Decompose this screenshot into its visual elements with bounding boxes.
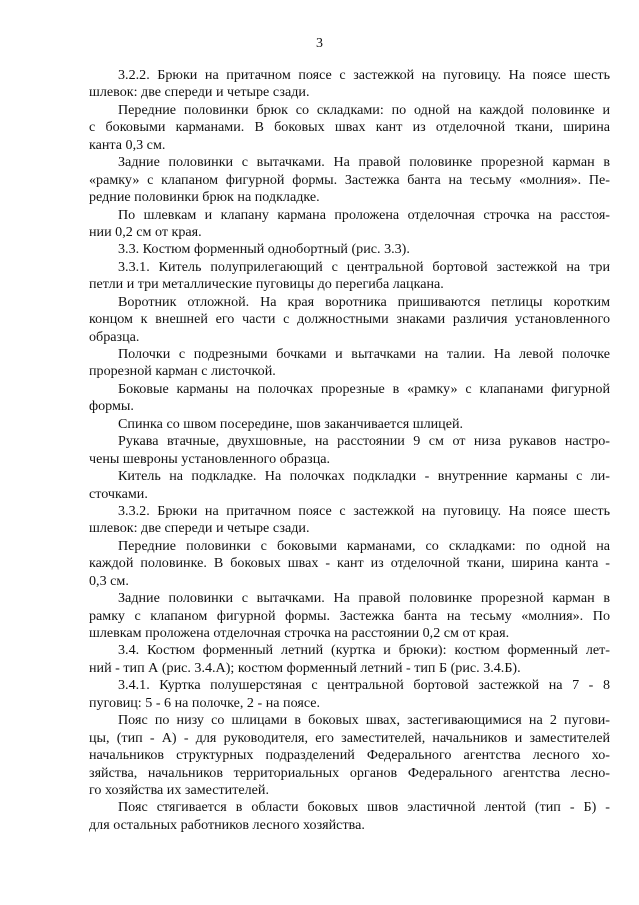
paragraph bbox=[89, 799, 610, 834]
paragraph bbox=[89, 433, 610, 468]
text-line: го хозяйства их заместителей. bbox=[89, 781, 269, 798]
text-line: рамку с клапаном фигурной формы. Застежка банта на тесьму «молния». По bbox=[89, 607, 610, 624]
text-line: По шлевкам и клапану кармана проложена отделочная строчка на расстоя- bbox=[118, 206, 610, 223]
text-line: зяйства, начальников территориальных органов Федерального агентства лесно- bbox=[89, 764, 610, 781]
text-line: Задние половинки с вытачками. На правой половинке прорезной карман в bbox=[118, 154, 610, 171]
text-line: Рукава втачные, двухшовные, на расстоянии 9 см от низа рукавов настро- bbox=[118, 433, 610, 450]
paragraph bbox=[89, 503, 610, 538]
paragraph bbox=[89, 259, 610, 294]
text-line: Китель на подкладке. На полочках подкладки - внутренние карманы с ли- bbox=[118, 468, 610, 485]
text-line: начальников структурных подразделений Федерального агентства лесного хо- bbox=[89, 747, 610, 764]
text-line: 3.4. Костюм форменный летний (куртка и брюки): костюм форменный лет- bbox=[118, 642, 610, 659]
text-line: редние половинки брюк на подкладке. bbox=[89, 189, 320, 206]
paragraph bbox=[89, 677, 610, 712]
text-line: Передние половинки брюк со складками: по одной на каждой половинке и bbox=[118, 101, 610, 118]
text-line: канта 0,3 см. bbox=[89, 136, 166, 153]
text-line: 3.3.1. Китель полуприлегающий с центральной бортовой застежкой на три bbox=[118, 258, 610, 275]
text-line: для остальных работников лесного хозяйства. bbox=[89, 816, 365, 833]
page-number: 3 bbox=[316, 36, 323, 51]
paragraph bbox=[89, 416, 610, 433]
text-line: Воротник отложной. На края воротника пришиваются петлицы коротким bbox=[118, 293, 610, 310]
text-line: шлевок: две спереди и четыре сзади. bbox=[89, 84, 310, 101]
paragraph bbox=[89, 712, 610, 799]
paragraph bbox=[89, 207, 610, 242]
text-line: цы, (тип - А) - для руководителя, его заместителей, начальников и заместителей bbox=[89, 729, 610, 746]
paragraph bbox=[89, 468, 610, 503]
paragraph bbox=[89, 102, 610, 154]
paragraph bbox=[89, 538, 610, 590]
paragraph bbox=[89, 642, 610, 677]
text-line: прорезной карман с листочкой. bbox=[89, 363, 276, 380]
paragraph bbox=[89, 590, 610, 642]
text-line: 3.3.2. Брюки на притачном поясе с застежкой на пуговицу. На поясе шесть bbox=[118, 502, 610, 519]
text-line: 3.3. Костюм форменный однобортный (рис. 3.3). bbox=[118, 241, 410, 258]
text-line: Боковые карманы на полочках прорезные в «рамку» с клапанами фигурной bbox=[118, 380, 610, 397]
paragraph bbox=[89, 154, 610, 206]
text-line: петли и три металлические пуговицы до перегиба лацкана. bbox=[89, 276, 444, 293]
text-line: Пояс по низу со шлицами в боковых швах, застегивающимися на 2 пугови- bbox=[118, 712, 610, 729]
text-line: 3.2.2. Брюки на притачном поясе с застежкой на пуговицу. На поясе шесть bbox=[118, 67, 610, 83]
text-line: каждой половинке. В боковых швах - кант из отделочной ткани, ширина канта - bbox=[89, 555, 610, 572]
text-line: 0,3 см. bbox=[89, 572, 129, 589]
text-line: Передние половинки с боковыми карманами, со складками: по одной на bbox=[118, 537, 610, 554]
paragraph bbox=[89, 67, 610, 102]
text-line: чены шевроны установленного образца. bbox=[89, 450, 331, 467]
text-line: сточками. bbox=[89, 485, 148, 502]
text-line: концом к внешней его части с должностными знаками различия установленного bbox=[89, 311, 610, 328]
text-line: с боковыми карманами. В боковых швах кант из отделочной ткани, ширина bbox=[89, 119, 610, 136]
text-line: Спинка со швом посередине, шов заканчивается шлицей. bbox=[118, 415, 464, 432]
text-line: шлевкам проложена отделочная строчка на расстоянии 0,2 см от края. bbox=[89, 625, 510, 641]
text-line: Пояс стягивается в области боковых швов эластичной лентой (тип - Б) - bbox=[118, 799, 610, 816]
text-line: 3.4.1. Куртка полушерстяная с центральной бортовой застежкой на 7 - 8 bbox=[118, 677, 610, 694]
text-line: нии 0,2 см от края. bbox=[89, 223, 202, 240]
paragraph bbox=[89, 346, 610, 381]
text-line: ний - тип А (рис. 3.4.А); костюм форменный летний - тип Б (рис. 3.4.Б). bbox=[89, 659, 521, 676]
paragraph bbox=[89, 294, 610, 346]
text-line: формы. bbox=[89, 398, 134, 415]
text-line: «рамку» с клапаном фигурной формы. Застежка банта на тесьму «молния». Пе- bbox=[89, 171, 610, 188]
text-line: пуговиц: 5 - 6 на полочке, 2 - на поясе. bbox=[89, 694, 321, 711]
paragraph bbox=[89, 241, 610, 258]
text-line: Задние половинки с вытачками. На правой половинке прорезной карман в bbox=[118, 590, 610, 607]
document-body bbox=[89, 67, 610, 834]
text-line: образца. bbox=[89, 328, 140, 345]
text-line: шлевок: две спереди и четыре сзади. bbox=[89, 520, 310, 537]
paragraph bbox=[89, 381, 610, 416]
text-line: Полочки с подрезными бочками и вытачками на талии. На левой полочке bbox=[118, 346, 610, 362]
